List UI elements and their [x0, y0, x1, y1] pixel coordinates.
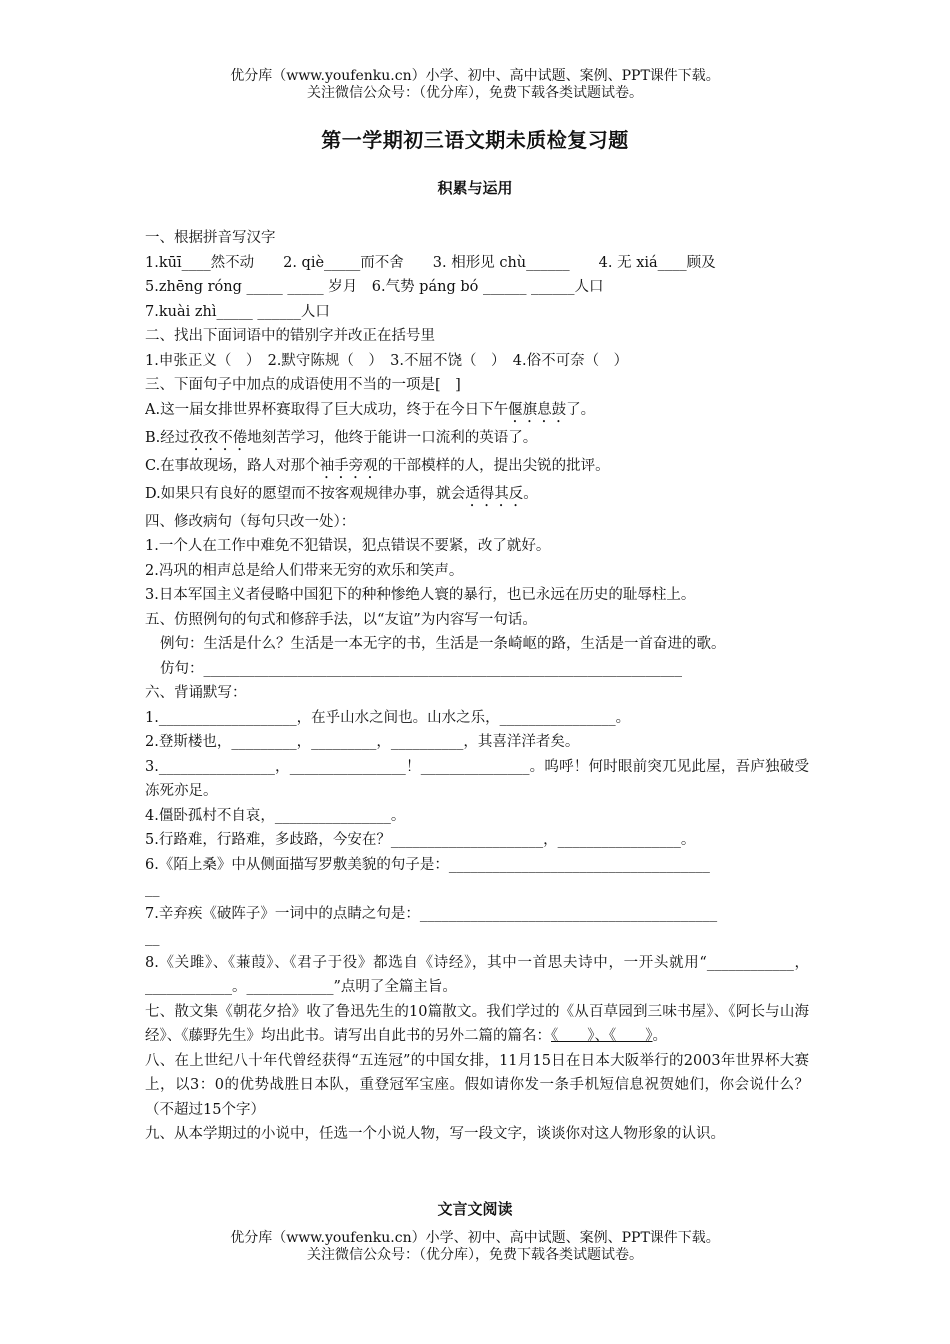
q1-row-2: 5.zhēng róng _____ _____ 岁月 6.气势 páng bó ______ ______人口	[145, 279, 604, 295]
q5-imitate-line: 仿句：__________________________________________________________________	[160, 660, 682, 677]
q1-row-3: 7.kuài zhì_____ ______人口	[145, 303, 330, 320]
q3-option-a	[145, 398, 809, 426]
option-d-idiom: 适得其反	[465, 485, 524, 502]
q6-item-6: 6.《陌上桑》中从侧面描写罗敷美貌的句子是：____________________________________	[145, 856, 710, 873]
option-d-end: 。	[523, 485, 538, 502]
q9-text: 九、从本学期过的小说中，任选一个小说人物，写一段文字，谈谈你对这人物形象的认识。	[145, 1126, 725, 1142]
q3-heading: 三、下面句子中加点的成语使用不当的一项是[ ]	[145, 377, 461, 393]
q2-heading: 二、找出下面词语中的错别字并改正在括号里	[145, 328, 435, 344]
q3-option-c	[145, 454, 809, 482]
q6-item-5: 5.行路难，行路难，多歧路，今安在？_____________________，_________________。	[145, 832, 696, 848]
q6-item-2: 2.登斯楼也，_________，_________，__________，其喜洋洋者矣。	[145, 734, 580, 750]
option-b-idiom: 孜孜不倦	[189, 429, 248, 446]
option-c-text: C.在事故现场，路人对那个	[145, 457, 320, 474]
option-c-end: 的干部模样的人，提出尖锐的批评。	[377, 457, 610, 474]
q6-item-3: 3.________________，________________！_______________。呜呼！何时眼前突兀见此屋，吾庐独破受冻死亦足。	[145, 758, 809, 799]
page-footer	[0, 1230, 950, 1264]
page-header-top	[0, 68, 950, 102]
option-a-text: A.这一届女排世界杯赛取得了巨大成功，终于在今日下午	[145, 401, 509, 418]
q5-example: 例句：生活是什么？生活是一本无字的书，生活是一条崎岖的路，生活是一首奋进的歌。	[160, 636, 726, 652]
footer-line-2: 关注微信公众号：（优分库），免费下载各类试题试卷。	[307, 1247, 643, 1263]
exercise-body	[145, 226, 809, 1147]
option-b-end: 地刻苦学习，他终于能讲一口流利的英语了。	[247, 429, 538, 446]
q7-answer-blank: 《 》、《 》	[551, 1028, 653, 1044]
header-line-2: 关注微信公众号：（优分库），免费下载各类试题试卷。	[307, 85, 643, 101]
q6-item-6-cont: __	[145, 881, 160, 897]
q4-sentence-3: 3.日本军国主义者侵略中国犯下的种种惨绝人寰的暴行，也已永远在历史的耻辱柱上。	[145, 587, 696, 603]
q4-sentence-2: 2.冯巩的相声总是给人们带来无穷的欢乐和笑声。	[145, 562, 464, 579]
option-b-text: B.经过	[145, 429, 190, 446]
q3-option-b	[145, 426, 809, 454]
q6-item-1: 1.___________________，在乎山水之间也。山水之乐，________________。	[145, 709, 631, 726]
q1-heading: 一、根据拼音写汉字	[145, 230, 276, 246]
section-title-accumulation: 积累与运用	[437, 179, 513, 197]
q7-question: 七、散文集《朝花夕拾》收了鲁迅先生的10篇散文。我们学过的《从百草园到三味书屋》、《阿长与山海经》、《藤野先生》均出此书。请写出自此书的另外二篇的篇名：	[145, 1003, 809, 1044]
q1-row-1: 1.kūī____然不动 2. qiè_____而不舍 3. 相形见 chù______ 4. 无 xiá____顾及	[145, 254, 716, 271]
section-title-classical: 文言文阅读	[437, 1200, 513, 1218]
option-c-idiom: 袖手旁观	[319, 457, 378, 474]
option-d-text: D.如果只有良好的愿望而不按客观规律办事，就会	[145, 485, 466, 502]
q6-item-8: 8.《关雎》、《蒹葭》、《君子于役》都选自《诗经》，其中一首思夫诗中，一开头就用“____________，____________。____________”点明了全篇主旨。	[145, 954, 809, 995]
q2-items: 1.申张正义（ ） 2.默守陈规（ ） 3.不屈不饶（ ） 4.俗不可奈（ ）	[145, 352, 629, 369]
q4-sentence-1: 1.一个人在工作中难免不犯错误，犯点错误不要紧，改了就好。	[145, 538, 551, 554]
q5-heading: 五、仿照例句的句式和修辞手法，以“友谊”为内容写一句话。	[145, 611, 537, 628]
q6-item-4: 4.僵卧孤村不自哀，________________。	[145, 807, 406, 824]
q6-item-7: 7.辛弃疾《破阵子》一词中的点睛之句是：_________________________________________	[145, 905, 718, 922]
option-a-end: 了。	[566, 401, 596, 418]
q6-item-7-cont: __	[145, 930, 160, 946]
q7-text	[145, 1000, 809, 1049]
q6-heading: 六、背诵默写：	[145, 685, 247, 701]
header-line-1: 优分库（www.youfenku.cn）小学、初中、高中试题、案例、PPT课件下载。	[230, 68, 720, 84]
q3-option-d	[145, 482, 809, 510]
q4-heading: 四、修改病句（每句只改一处）：	[145, 513, 356, 530]
option-a-idiom: 偃旗息鼓	[508, 401, 567, 418]
footer-line-1: 优分库（www.youfenku.cn）小学、初中、高中试题、案例、PPT课件下载。	[230, 1230, 720, 1246]
q7-end: 。	[652, 1028, 667, 1044]
q8-text: 八、在上世纪八十年代曾经获得“五连冠”的中国女排，11月15日在日本大阪举行的2003年世界杯大赛上，以3：0的优势战胜日本队，重登冠军宝座。假如请你发一条手机短信息祝贺她们，你会说什么？（不超过15个字）	[145, 1052, 809, 1118]
page-title: 第一学期初三语文期未质检复习题	[321, 128, 629, 152]
